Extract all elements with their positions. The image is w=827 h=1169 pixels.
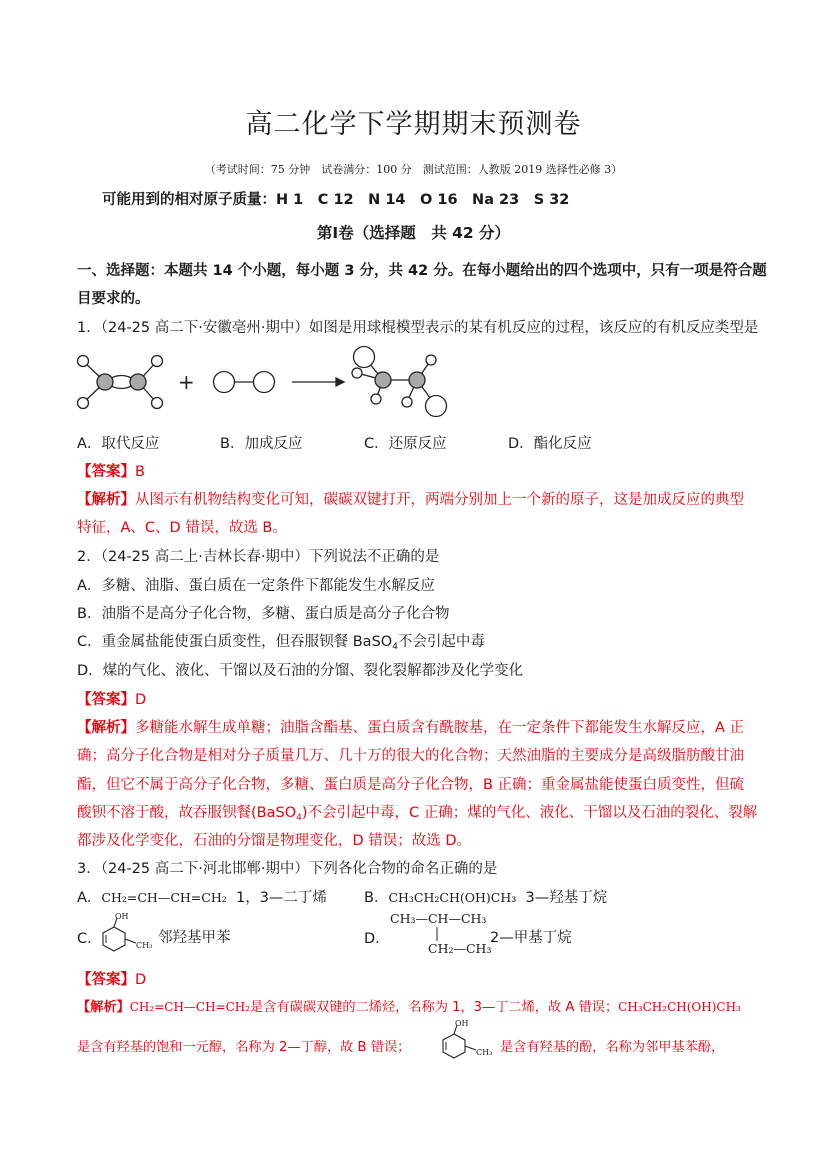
answer-label: 【答案】	[77, 464, 135, 480]
q2-analysis-5: 都涉及化学变化，石油的分馏是物理变化，D 错误；故选 D。	[77, 833, 472, 849]
q3-option-a-label: A．	[77, 890, 102, 906]
q2-option-b: B．油脂不是高分子化合物，多糖、蛋白质是高分子化合物	[77, 606, 450, 622]
q3-analysis-formula-a: CH₂=CH—CH=CH₂	[129, 1000, 251, 1014]
section-title: 第Ⅰ卷（选择题 共 42 分）	[316, 224, 511, 242]
q2-analysis-text-1: 多糖能水解生成单糖；油脂含酯基、蛋白质含有酰胺基，在一定条件下都能发生水解反应，A 正	[135, 720, 745, 736]
q2-option-c-sub: 4	[392, 642, 398, 652]
reactant-diatomic-model	[214, 372, 275, 393]
q3-option-a-formula: CH₂=CH—CH=CH₂	[101, 890, 227, 905]
q3-option-d-name: 2—甲基丁烷	[490, 930, 572, 946]
q3-analysis-2a: 是含有羟基的饱和一元醇，名称为 2—丁醇，故 B 错误；	[77, 1040, 411, 1055]
q3-option-d-label: D．	[364, 931, 390, 947]
q3-analysis-formula-b: CH₃CH₂CH(OH)CH₃	[618, 1000, 741, 1014]
q3-analysis-oh-label: OH	[455, 1019, 469, 1028]
q2-stem: 2．（24-25 高二上·吉林长春·期中）下列说法不正确的是	[77, 549, 440, 565]
q2-option-d: D．煤的气化、液化、干馏以及石油的分馏、裂化裂解都涉及化学变化	[77, 663, 524, 679]
q1-option-d: D．酯化反应	[508, 436, 592, 452]
q2-analysis-2: 确；高分子化合物是相对分子质量几万、几十万的很大的化合物；天然油脂的主要成分是高级脂肪酸甘油	[77, 748, 744, 764]
exam-info: （考试时间：75 分钟 试卷满分：100 分 测试范围：人教版 2019 选择性必修 3）	[204, 163, 623, 176]
plus-sign: +	[178, 370, 195, 394]
q1-analysis-2: 特征，A、C、D 错误，故选 B。	[77, 520, 287, 536]
q1-ball-stick-diagram	[74, 344, 454, 424]
q3-analysis-text-1: 是含有碳碳双键的二烯烃，名称为 1，3—丁二烯，故 A 错误；	[250, 1000, 619, 1015]
product-model	[352, 347, 447, 417]
q1-analysis-text-1: 从图示有机物结构变化可知，碳碳双键打开，两端分别加上一个新的原子，这是加成反应的典型	[135, 492, 744, 508]
analysis-label: 【解析】	[77, 1000, 130, 1015]
answer-label: 【答案】	[77, 692, 135, 708]
q2-analysis-4-post: )不会引起中毒，C 正确；煤的气化、液化、干馏以及石油的裂化、裂解	[301, 805, 758, 821]
analysis-label: 【解析】	[77, 720, 135, 736]
q3-analysis-1	[77, 996, 741, 1015]
q3-answer-value: D	[135, 972, 147, 988]
q3-option-b	[364, 886, 607, 907]
q3-option-c-label: C．	[77, 931, 102, 947]
q3-stem: 3．（24-25 高二下·河北邯郸·期中）下列各化合物的命名正确的是	[77, 861, 498, 877]
q1-option-a: A．取代反应	[77, 436, 160, 452]
q3-option-c-structure	[96, 913, 158, 953]
reaction-arrow	[292, 378, 344, 386]
q1-answer-value: B	[135, 464, 145, 480]
page-title: 高二化学下学期期末预测卷	[245, 109, 582, 140]
reactant-ethylene-model	[78, 356, 163, 409]
q2-analysis-4-pre: 酸钡不溶于酸，故吞服钡餐(BaSO	[77, 805, 297, 821]
q2-answer-value: D	[135, 692, 147, 708]
atomic-mass-line: 可能用到的相对原子质量：H 1 C 12 N 14 O 16 Na 23 S 32	[102, 192, 570, 208]
q2-option-c-post: 不会引起中毒	[397, 634, 485, 650]
instruction-line-2: 目要求的。	[77, 291, 150, 307]
q2-option-c-text: C．重金属盐能使蛋白质变性，但吞服钡餐 BaSO	[77, 634, 393, 650]
q2-option-a: A．多糖、油脂、蛋白质在一定条件下都能发生水解反应	[77, 578, 435, 594]
q3-option-b-name: 3—羟基丁烷	[525, 890, 608, 906]
q3-d-row2: CH₂—CH₃	[428, 941, 492, 956]
q3-option-b-label: B．	[364, 890, 389, 906]
q3-analysis-2b: 是含有羟基的酚，名称为邻甲基苯酚，	[500, 1040, 725, 1055]
q3-analysis-phenol-structure	[436, 1020, 498, 1060]
q2-answer	[77, 688, 146, 709]
instruction-line-1: 一、选择题：本题共 14 个小题，每小题 3 分，共 42 分。在每小题给出的四个选项中，只有一项是符合题	[77, 263, 767, 279]
q1-answer	[77, 460, 145, 481]
q2-analysis-4	[77, 801, 757, 822]
q1-option-b: B．加成反应	[220, 436, 303, 452]
q2-analysis-3: 酯，但它不属于高分子化合物，多糖、蛋白质是高分子化合物，B 正确；重金属盐能使蛋白质变性，但硫	[77, 777, 745, 793]
q3-answer	[77, 968, 146, 989]
q3-option-b-formula: CH₃CH₂CH(OH)CH₃	[388, 890, 517, 905]
q1-stem: 1．（24-25 高二下·安徽亳州·期中）如图是用球棍模型表示的某有机反应的过程，该反应的有机反应类型是	[77, 320, 759, 336]
analysis-label: 【解析】	[77, 492, 135, 508]
q2-analysis-4-sub: 4	[296, 813, 302, 823]
q1-analysis-1	[77, 488, 744, 509]
q3-c-ch3-label: CH₃	[136, 941, 153, 950]
q3-option-c-name: 邻羟基甲苯	[158, 930, 231, 946]
q2-option-c	[77, 630, 485, 651]
q1-option-c: C．还原反应	[364, 436, 447, 452]
answer-label: 【答案】	[77, 972, 135, 988]
q3-option-a-name: 1，3—二丁烯	[235, 890, 327, 906]
q3-c-oh-label: OH	[115, 912, 129, 921]
q3-analysis-ch3-label: CH₃	[476, 1048, 493, 1057]
q3-option-a	[77, 886, 327, 907]
q3-d-row1: CH₃—CH—CH₃	[390, 911, 487, 926]
q2-analysis-1	[77, 716, 744, 737]
